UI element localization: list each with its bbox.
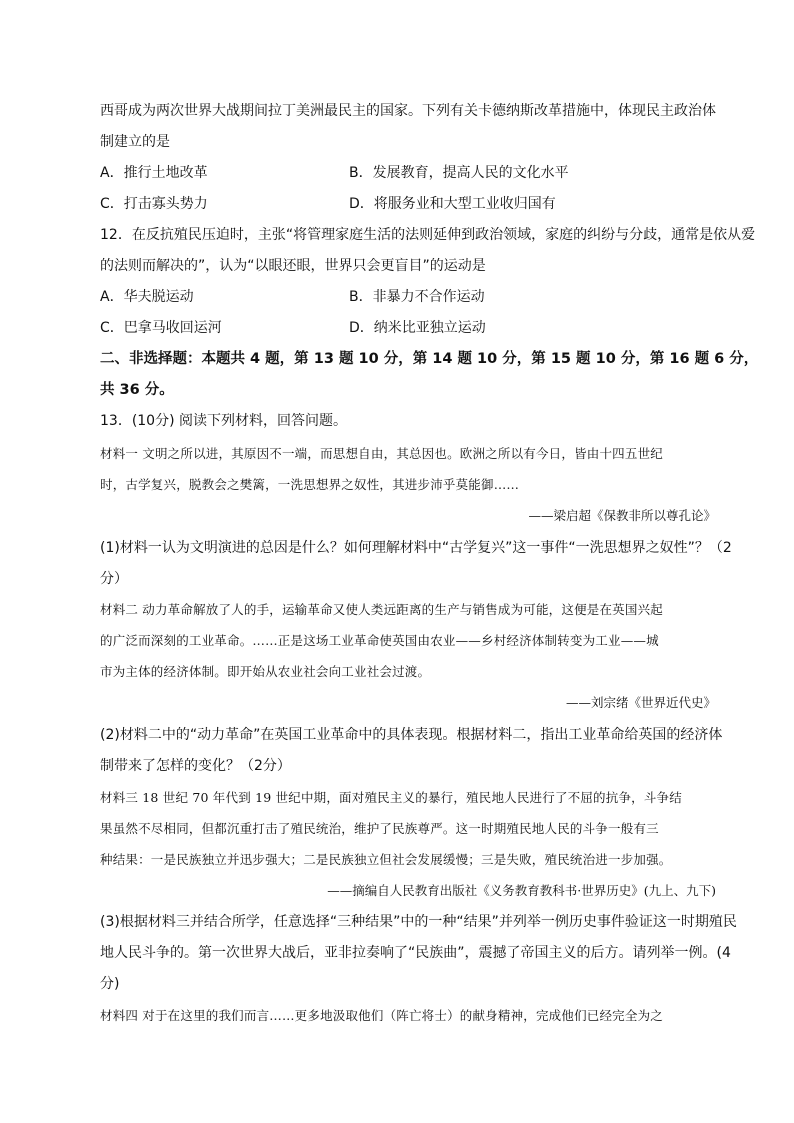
q11-option-a: A．推行土地改革: [100, 165, 208, 181]
sub-question-3-line2: 地人民斗争的。第一次世界大战后，亚非拉奏响了“民族曲”，震撼了帝国主义的后方。请列举一例。(4: [100, 945, 731, 961]
q12-stem-line2: 的法则而解决的”，认为“以眼还眼，世界只会更盲目”的运动是: [100, 258, 486, 274]
q12-option-c: C．巴拿马收回运河: [100, 320, 222, 336]
material-1-line1: 材料一 文明之所以进，其原因不一端，而思想自由，其总因也。欧洲之所以有今日，皆由十四五世纪: [100, 446, 663, 461]
material-3-line2: 果虽然不尽相同，但都沉重打击了殖民统治，维护了民族尊严。这一时期殖民地人民的斗争一般有三: [100, 821, 659, 836]
q12-option-d: D．纳米比亚独立运动: [349, 320, 486, 336]
material-3-line1: 材料三 18 世纪 70 年代到 19 世纪中期，面对殖民主义的暴行，殖民地人民进行了不屈的抗争，斗争结: [100, 790, 682, 805]
q11-option-d: D．将服务业和大型工业收归国有: [349, 196, 556, 212]
material-2-line2: 的广泛而深刻的工业革命。……正是这场工业革命使英国由农业——乡村经济体制转变为工业——城: [100, 633, 659, 648]
sub-question-1-line1: (1)材料一认为文明演进的总因是什么？如何理解材料中“古学复兴”这一事件“一洗思想界之奴性”？（2: [100, 540, 732, 556]
q11-option-c: C．打击寡头势力: [100, 196, 208, 212]
material-4-line1: 材料四 对于在这里的我们而言……更多地汲取他们（阵亡将士）的献身精神，完成他们已经完全为之: [100, 1008, 663, 1023]
material-1-source: ——梁启超《保教非所以尊孔论》: [528, 508, 716, 523]
q12-option-a: A．华夫脱运动: [100, 289, 194, 305]
material-3-source: ——摘编自人民教育出版社《义务教育教科书·世界历史》(九上、九下): [327, 883, 716, 898]
material-2-line1: 材料二 动力革命解放了人的手，运输革命又使人类远距离的生产与销售成为可能，这便是在英国兴起: [100, 602, 663, 617]
q11-stem-line1: 西哥成为两次世界大战期间拉丁美洲最民主的国家。下列有关卡德纳斯改革措施中，体现民主政治体: [100, 103, 716, 119]
q12-option-b: B．非暴力不合作运动: [349, 289, 485, 305]
section-heading-line2: 共 36 分。: [100, 382, 174, 398]
q11-option-b: B．发展教育，提高人民的文化水平: [349, 165, 569, 181]
material-2-line3: 市为主体的经济体制。即开始从农业社会向工业社会过渡。: [100, 664, 431, 679]
section-heading-line1: 二、非选择题：本题共 4 题，第 13 题 10 分，第 14 题 10 分，第 15 题 10 分，第 16 题 6 分，: [100, 351, 759, 367]
material-2-source: ——刘宗绪《世界近代史》: [565, 695, 716, 710]
material-1-line2: 时，古学复兴，脱教会之樊篱，一洗思想界之奴性，其进步沛乎莫能御……: [100, 477, 520, 492]
q12-stem-line1: 12．在反抗殖民压迫时，主张“将管理家庭生活的法则延伸到政治领域，家庭的纠纷与分歧，通常是依从爱: [100, 227, 756, 243]
sub-question-1-line2: 分）: [100, 571, 128, 587]
q13-intro: 13．(10分) 阅读下列材料，回答问题。: [100, 413, 348, 429]
sub-question-3-line3: 分): [100, 976, 120, 992]
sub-question-3-line1: (3)根据材料三并结合所学，任意选择“三种结果”中的一种“结果”并列举一例历史事件验证这一时期殖民: [100, 914, 737, 930]
material-3-line3: 种结果：一是民族独立并迅步强大；二是民族独立但社会发展缓慢；三是失败，殖民统治进一步加强。: [100, 852, 672, 867]
q11-stem-line2: 制建立的是: [100, 134, 170, 150]
sub-question-2-line1: (2)材料二中的“动力革命”在英国工业革命中的具体表现。根据材料二，指出工业革命给英国的经济体: [100, 727, 723, 743]
sub-question-2-line2: 制带来了怎样的变化？（2分）: [100, 758, 291, 774]
